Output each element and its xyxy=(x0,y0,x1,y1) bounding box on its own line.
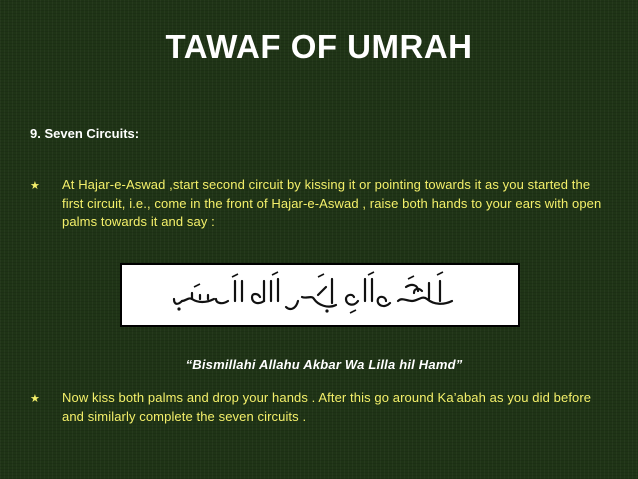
bullet-text: Now kiss both palms and drop your hands . After this go around Ka’abah as you did before and similarly complete the seven circuits . xyxy=(62,390,592,424)
arabic-calligraphy-drawing xyxy=(122,265,518,325)
transliteration-quote: “Bismillahi Allahu Akbar Wa Lilla hil Hamd” xyxy=(185,357,463,372)
star-icon: ★ xyxy=(30,180,40,192)
arabic-calligraphy-image xyxy=(120,263,520,327)
star-icon: ★ xyxy=(30,393,40,405)
bullet-item xyxy=(30,389,608,426)
section-heading: 9. Seven Circuits: xyxy=(30,126,140,141)
slide-title: TAWAF OF UMRAH xyxy=(165,28,473,65)
bullet-item xyxy=(30,176,608,232)
bullet-text: At Hajar-e-Aswad ,start second circuit by kissing it or pointing towards it as you started the first circuit, i.e., come in the front of Hajar-e-Aswad , raise both hands to your ears with open palms towards it and say : xyxy=(62,177,602,229)
